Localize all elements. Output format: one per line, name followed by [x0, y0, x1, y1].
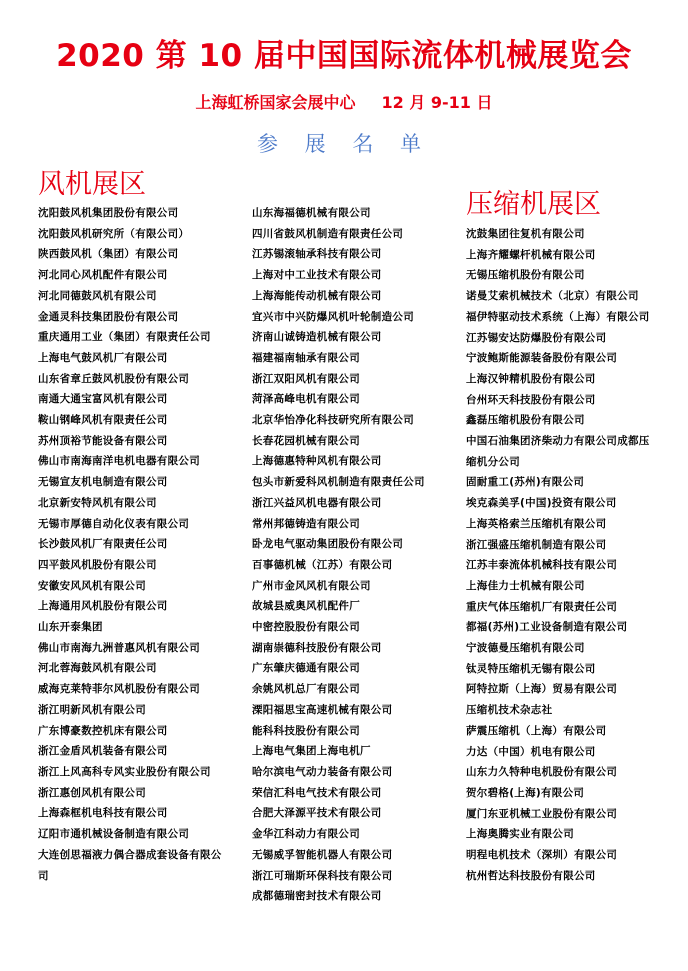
exhibitor-item: 四川省鼓风机制造有限责任公司: [252, 227, 404, 240]
exhibitor-item: 包头市新爱科风机制造有限责任公司: [252, 476, 425, 489]
exhibitor-item: 台州环天科技股份有限公司: [466, 393, 596, 406]
exhibitor-item: 上海电气集团上海电机厂: [252, 745, 371, 758]
exhibitor-item: 福建福南轴承有限公司: [252, 351, 360, 364]
exhibitor-item: 宁波德曼压缩机有限公司: [466, 642, 585, 655]
exhibitor-item: 无锡宣友机电制造有限公司: [38, 476, 168, 489]
exhibitor-item: 压缩机技术杂志社: [466, 704, 553, 717]
exhibitor-column-1: [38, 203, 228, 886]
exhibitor-item: 力达（中国）机电有限公司: [466, 745, 596, 758]
exhibitor-item: 湖南崇德科技股份有限公司: [252, 641, 382, 654]
exhibitor-item: 诺曼艾索机械技术（北京）有限公司: [466, 290, 639, 303]
exhibitor-item: 上海汉钟精机股份有限公司: [466, 372, 596, 385]
exhibitor-item: 浙江惠创风机有限公司: [38, 786, 146, 799]
exhibitor-item: 辽阳市通机械设备制造有限公司: [38, 828, 190, 841]
exhibitor-item: 杭州哲达科技股份有限公司: [466, 869, 596, 882]
exhibitor-item: 钛灵特压缩机无锡有限公司: [466, 662, 596, 675]
exhibitor-item: 浙江上风高科专风实业股份有限公司: [38, 765, 211, 778]
exhibitor-item: 河北同心风机配件有限公司: [38, 269, 168, 282]
zone-heading-compressor: 压缩机展区: [466, 189, 601, 220]
exhibitor-column-2: [252, 203, 438, 907]
list-title: 参 展 名 单: [256, 132, 432, 156]
exhibitor-item: 河北蓉海鼓风机有限公司: [38, 662, 157, 675]
exhibitor-item: 沈阳鼓风机集团股份有限公司: [38, 207, 179, 219]
exhibitor-item: 济南山诚铸造机械有限公司: [252, 331, 382, 344]
exhibitor-item: 安徽安风风机有限公司: [38, 579, 146, 592]
exhibitor-item: 南通大通宝富风机有限公司: [38, 393, 168, 406]
exhibitor-item: 合肥大泽源平技术有限公司: [252, 807, 382, 820]
exhibitor-item: 中密控股股份有限公司: [252, 621, 360, 634]
exhibitor-item: 苏州顶裕节能设备有限公司: [38, 434, 168, 447]
exhibitor-item: 上海海能传动机械有限公司: [252, 289, 382, 302]
exhibitor-item: 余姚风机总厂有限公司: [252, 683, 360, 696]
exhibitor-item: 佛山市南海南洋电机电器有限公司: [38, 455, 200, 468]
exhibitor-item: 无锡压缩机股份有限公司: [466, 269, 585, 282]
exhibitor-item: 菏泽高峰电机有限公司: [252, 393, 360, 406]
exhibitor-item: 常州邦德铸造有限公司: [252, 517, 360, 530]
exhibitor-item: 河北同德鼓风机有限公司: [38, 289, 157, 302]
exhibitor-item: 上海通用风机股份有限公司: [38, 600, 168, 613]
exhibitor-item: 山东力久特种电机股份有限公司: [466, 766, 618, 779]
exhibitor-item: 四平鼓风机股份有限公司: [38, 558, 157, 571]
exhibitor-item: 鑫磊压缩机股份有限公司: [466, 414, 585, 427]
exhibitor-item: 埃克森美孚(中国)投资有限公司: [466, 497, 617, 510]
exhibitor-item: 阿特拉斯（上海）贸易有限公司: [466, 683, 618, 696]
exhibitor-item: 沈鼓集团往复机有限公司: [466, 228, 585, 240]
exhibitor-item: 上海电气鼓风机厂有限公司: [38, 351, 168, 364]
exhibitor-item: 荣信汇科电气技术有限公司: [252, 786, 382, 799]
exhibitor-item: 上海齐耀螺杆机械有限公司: [466, 248, 596, 261]
exhibitor-item: 浙江兴益风机电器有限公司: [252, 496, 382, 509]
exhibitor-item: 北京华怡净化科技研究所有限公司: [252, 414, 414, 427]
exhibitor-item: 山东海福德机械有限公司: [252, 207, 371, 219]
exhibitor-item: 明程电机技术（深圳）有限公司: [466, 849, 618, 862]
exhibitor-item: 重庆气体压缩机厂有限责任公司: [466, 600, 618, 613]
exhibitor-item: 中国石油集团济柴动力有限公司成都压缩机分公司: [466, 435, 650, 468]
exhibitor-item: 无锡市厚德自动化仪表有限公司: [38, 517, 190, 530]
exhibitor-item: 沈阳鼓风机研究所（有限公司）: [38, 227, 190, 240]
event-info: [0, 90, 688, 113]
exhibitor-item: 威海克莱特菲尔风机股份有限公司: [38, 683, 200, 696]
exhibitor-item: 贺尔碧格(上海)有限公司: [466, 786, 585, 799]
exhibitor-item: 能科科技股份有限公司: [252, 724, 360, 737]
exhibitor-item: 广东博豪数控机床有限公司: [38, 724, 168, 737]
exhibitor-item: 北京新安特风机有限公司: [38, 496, 157, 509]
exhibitor-item: 金通灵科技集团股份有限公司: [38, 310, 179, 323]
exhibitor-item: 江苏锡安达防爆股份有限公司: [466, 331, 607, 344]
exhibitor-item: 浙江明新风机有限公司: [38, 703, 146, 716]
exhibitor-item: 江苏锡滚轴承科技有限公司: [252, 248, 382, 261]
page-title: 2020 第 10 届中国国际流体机械展览会: [56, 38, 632, 74]
exhibitor-item: 佛山市南海九洲普惠风机有限公司: [38, 641, 200, 654]
exhibitor-item: 浙江金盾风机装备有限公司: [38, 745, 168, 758]
exhibitor-item: 大连创思福液力偶合器成套设备有限公司: [38, 848, 222, 882]
exhibitor-item: 无锡威孚智能机器人有限公司: [252, 848, 393, 861]
exhibitor-item: 金华江科动力有限公司: [252, 828, 360, 841]
exhibitor-item: 固耐重工(苏州)有限公司: [466, 476, 585, 489]
exhibitor-item: 上海佳力士机械有限公司: [466, 579, 585, 592]
exhibitor-item: 福伊特驱动技术系统（上海）有限公司: [466, 310, 650, 323]
exhibitor-item: 浙江可瑞斯环保科技有限公司: [252, 869, 393, 882]
exhibitor-item: 长沙鼓风机厂有限责任公司: [38, 538, 168, 551]
exhibitor-item: 百事德机械（江苏）有限公司: [252, 558, 393, 571]
exhibitor-item: 广州市金风风机有限公司: [252, 579, 371, 592]
exhibitor-item: 宁波鲍斯能源装备股份有限公司: [466, 352, 618, 365]
event-dates: 12 月 9-11 日: [381, 93, 493, 112]
exhibitor-item: 广东肇庆德通有限公司: [252, 662, 360, 675]
zone-heading-fan: 风机展区: [38, 169, 146, 200]
exhibitor-item: 山东开泰集团: [38, 621, 103, 634]
exhibitor-item: 鞍山钢峰风机有限责任公司: [38, 414, 168, 427]
exhibitor-item: 上海森框机电科技有限公司: [38, 807, 168, 820]
exhibitor-item: 上海奥腾实业有限公司: [466, 828, 574, 841]
exhibitor-item: 山东省章丘鼓风机股份有限公司: [38, 372, 190, 385]
exhibitor-item: 成都德瑞密封技术有限公司: [252, 890, 382, 903]
venue: 上海虹桥国家会展中心: [195, 93, 356, 112]
exhibitor-item: 上海德惠特种风机有限公司: [252, 455, 382, 468]
exhibitor-item: 厦门东亚机械工业股份有限公司: [466, 807, 618, 820]
exhibitor-item: 哈尔滨电气动力装备有限公司: [252, 765, 393, 778]
exhibitor-item: 江苏丰泰流体机械科技有限公司: [466, 559, 618, 572]
exhibitor-item: 上海对中工业技术有限公司: [252, 269, 382, 282]
exhibitor-item: 陕西鼓风机（集团）有限公司: [38, 248, 179, 261]
exhibitor-item: 都福(苏州)工业设备制造有限公司: [466, 621, 628, 634]
exhibitor-item: 卧龙电气驱动集团股份有限公司: [252, 538, 404, 551]
exhibitor-item: 上海英格索兰压缩机有限公司: [466, 517, 607, 530]
exhibitor-item: 浙江双阳风机有限公司: [252, 372, 360, 385]
exhibitor-item: 萨震压缩机（上海）有限公司: [466, 724, 607, 737]
exhibitor-item: 重庆通用工业（集团）有限责任公司: [38, 331, 211, 344]
exhibitor-item: 溧阳福思宝高速机械有限公司: [252, 703, 393, 716]
exhibitor-column-3: [466, 224, 656, 887]
exhibitor-item: 故城县威奥风机配件厂: [252, 600, 360, 613]
exhibitor-item: 浙江强盛压缩机制造有限公司: [466, 538, 607, 551]
exhibitor-item: 长春花园机械有限公司: [252, 434, 360, 447]
exhibitor-item: 宜兴市中兴防爆风机叶轮制造公司: [252, 310, 414, 323]
